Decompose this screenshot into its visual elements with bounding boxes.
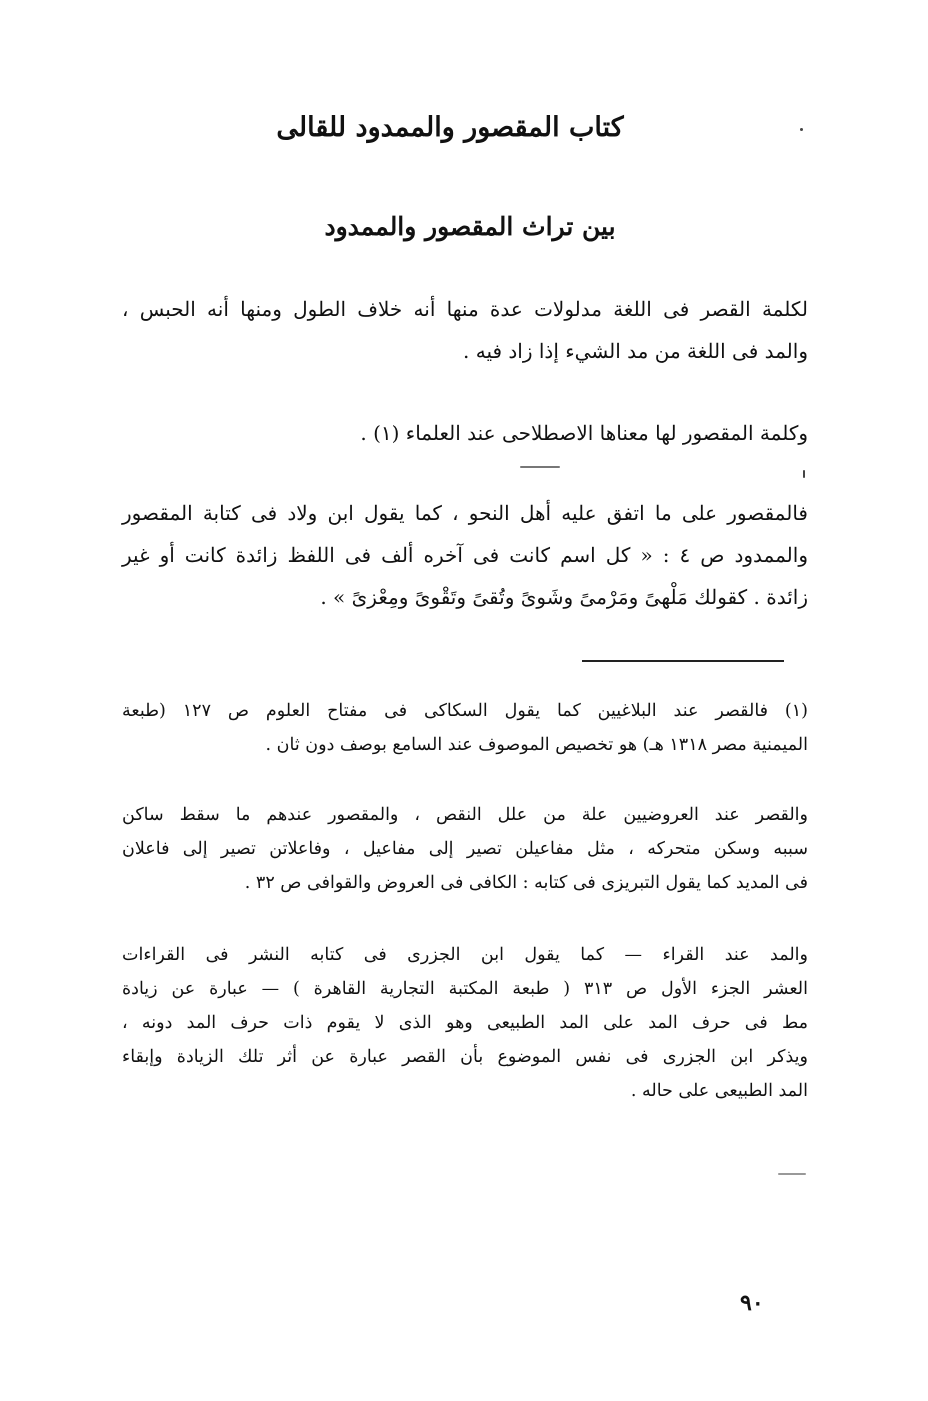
paragraph-maqsur-definition bbox=[122, 492, 808, 618]
scan-speck bbox=[803, 470, 805, 478]
scan-speck bbox=[520, 466, 560, 468]
footnote-line: ويذكر ابن الجزرى فى نفس الموضوع بأن القصر عبارة عن أثر تلك الزيادة وإبقاء bbox=[122, 1047, 808, 1067]
footnote-line: (١) فالقصر عند البلاغيين كما يقول السكاكى فى مفتاح العلوم ص ١٢٧ (طبعة bbox=[122, 701, 808, 721]
footnote-balagha bbox=[122, 694, 808, 762]
footnote-line: والمد عند القراء — كما يقول ابن الجزرى فى كتابه النشر فى القراءات bbox=[122, 945, 808, 965]
text-line: والممدود ص ٤ : « كل اسم كانت فى آخره ألف فى اللفظ زائدة كانت أو غير bbox=[122, 543, 808, 567]
footnote-line: فى المديد كما يقول التبريزى فى كتابه : الكافى فى العروض والقوافى ص ٣٢ . bbox=[244, 873, 808, 893]
paragraph-definition bbox=[122, 288, 808, 372]
footnote-line: المد الطبيعى على حاله . bbox=[630, 1081, 808, 1101]
footnote-arud bbox=[122, 798, 808, 900]
book-title: كتاب المقصور والممدود للقالى bbox=[276, 112, 624, 143]
footnote-line: سببه وسكن متحركه ، مثل مفاعيلن تصير إلى مفاعيل ، وفاعلاتن تصير إلى فاعلان bbox=[122, 839, 808, 859]
footnote-line: مط فى حرف المد على المد الطبيعى وهو الذى لا يقوم ذات حرف المد دونه ، bbox=[122, 1013, 808, 1033]
footnote-line: والقصر عند العروضيين علة من علل النقص ، والمقصور عندهم ما سقط ساكن bbox=[122, 805, 808, 825]
paragraph-term bbox=[122, 412, 808, 454]
page-number: ٩٠ bbox=[740, 1290, 764, 1316]
text-line: وكلمة المقصور لها معناها الاصطلاحى عند العلماء (١) . bbox=[360, 421, 808, 445]
scan-speck bbox=[800, 128, 803, 131]
section-title: بين تراث المقصور والممدود bbox=[324, 212, 616, 241]
footnote-line: العشر الجزء الأول ص ٣١٣ ( طبعة المكتبة التجارية القاهرة ) — عبارة عن زيادة bbox=[122, 979, 808, 999]
footnote-separator bbox=[582, 660, 784, 662]
scan-speck bbox=[778, 1173, 806, 1175]
footnote-line: الميمنية مصر ١٣١٨ هـ) هو تخصيص الموصوف عند السامع بوصف دون ثان . bbox=[265, 735, 808, 755]
footnote-qiraat bbox=[122, 938, 808, 1108]
text-line: لكلمة القصر فى اللغة مدلولات عدة منها أنه خلاف الطول ومنها أنه الحبس ، bbox=[122, 297, 808, 321]
text-line: زائدة . كقولك مَلْهىً ومَرْمىً وشَوىً وتُقىً وتَقْوىً ومِعْزىً » . bbox=[320, 585, 808, 609]
text-line: فالمقصور على ما اتفق عليه أهل النحو ، كما يقول ابن ولاد فى كتابة المقصور bbox=[122, 501, 808, 525]
text-line: والمد فى اللغة من مد الشيء إذا زاد فيه . bbox=[463, 339, 808, 363]
